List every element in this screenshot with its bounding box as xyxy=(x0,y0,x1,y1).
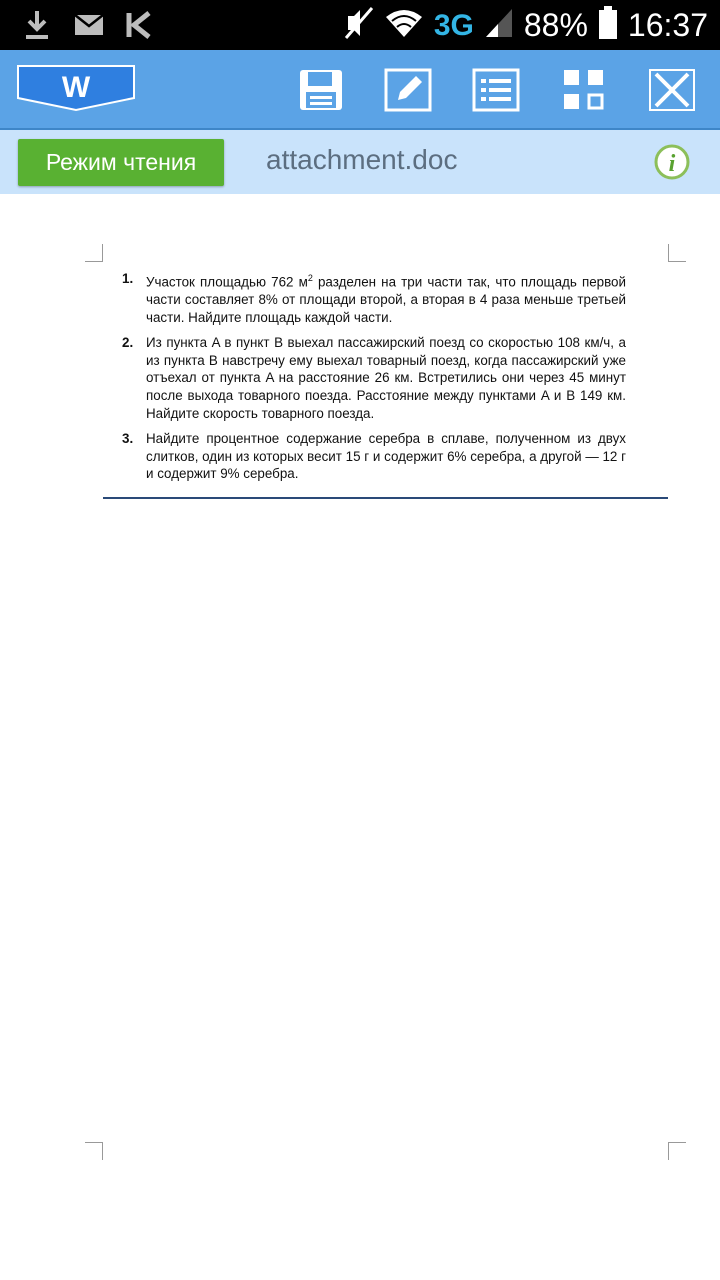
file-name: attachment.doc xyxy=(266,144,458,175)
battery-icon xyxy=(598,6,618,45)
document-header xyxy=(0,130,720,194)
app-logo[interactable] xyxy=(16,64,136,112)
page-corner-mark xyxy=(85,244,103,262)
page-corner-mark xyxy=(668,244,686,262)
document-page[interactable] xyxy=(0,194,720,1280)
app-toolbar xyxy=(0,50,720,130)
edit-icon xyxy=(384,68,432,112)
problem-number: 2. xyxy=(122,335,134,351)
list-icon xyxy=(472,68,520,112)
close-button[interactable] xyxy=(648,68,696,112)
mail-icon xyxy=(74,13,104,42)
info-icon[interactable] xyxy=(654,144,690,180)
mute-icon xyxy=(344,6,374,45)
page-corner-mark xyxy=(668,1142,686,1160)
problem-number: 1. xyxy=(122,271,134,286)
problem-number: 3. xyxy=(122,431,134,447)
save-icon xyxy=(298,68,344,112)
battery-percent: 88% xyxy=(523,7,588,43)
problem-text: Участок площадью 762 $м^2$ разделен на три части так, что площадь первой части составляет 8% от площади второй, а вторая в 4 раза меньше третьей части. Найдите площадь каждой части. xyxy=(146,273,626,325)
outline-button[interactable] xyxy=(472,68,520,112)
page-corner-mark xyxy=(85,1142,103,1160)
k-icon xyxy=(126,11,152,44)
view-mode-button[interactable] xyxy=(562,68,610,112)
problem-text: Из пункта A в пункт B выехал пассажирский поезд со скоростью 108 км/ч, а из пункта B навстречу ему выехал товарный поезд, когда пассажирский уже отъехал от пункта A на расстояние 26 км. Встретились они через 45 минут после выхода товарного поезда. Расстояние между пунктами A и B 149 км. Найдите скорость товарного поезда. xyxy=(146,335,626,421)
problem-item xyxy=(120,270,626,326)
image-bottom-rule xyxy=(103,497,668,499)
svg-text:i: i xyxy=(668,151,676,177)
problem-item xyxy=(120,334,626,422)
close-icon xyxy=(648,68,696,112)
download-icon xyxy=(22,9,52,46)
problem-text: Найдите процентное содержание серебра в сплаве, полученном из двух слитков, один из которых весит 15 г и содержит 6% серебра, а другой — 12 г и содержит 9% серебра. xyxy=(146,431,626,482)
save-button[interactable] xyxy=(298,68,346,112)
network-type: 3G xyxy=(433,8,474,42)
problem-list xyxy=(120,270,626,491)
clock: 16:37 xyxy=(627,7,708,43)
system-icons xyxy=(344,6,708,45)
status-bar xyxy=(0,0,720,50)
problem-item xyxy=(120,430,626,483)
logo-letter: W xyxy=(61,71,91,104)
wifi-icon xyxy=(384,7,424,44)
reading-mode-button[interactable]: Режим чтения xyxy=(18,139,224,186)
signal-icon xyxy=(484,7,514,44)
grid-icon xyxy=(562,68,606,112)
notification-icons xyxy=(22,9,152,46)
edit-button[interactable] xyxy=(384,68,432,112)
